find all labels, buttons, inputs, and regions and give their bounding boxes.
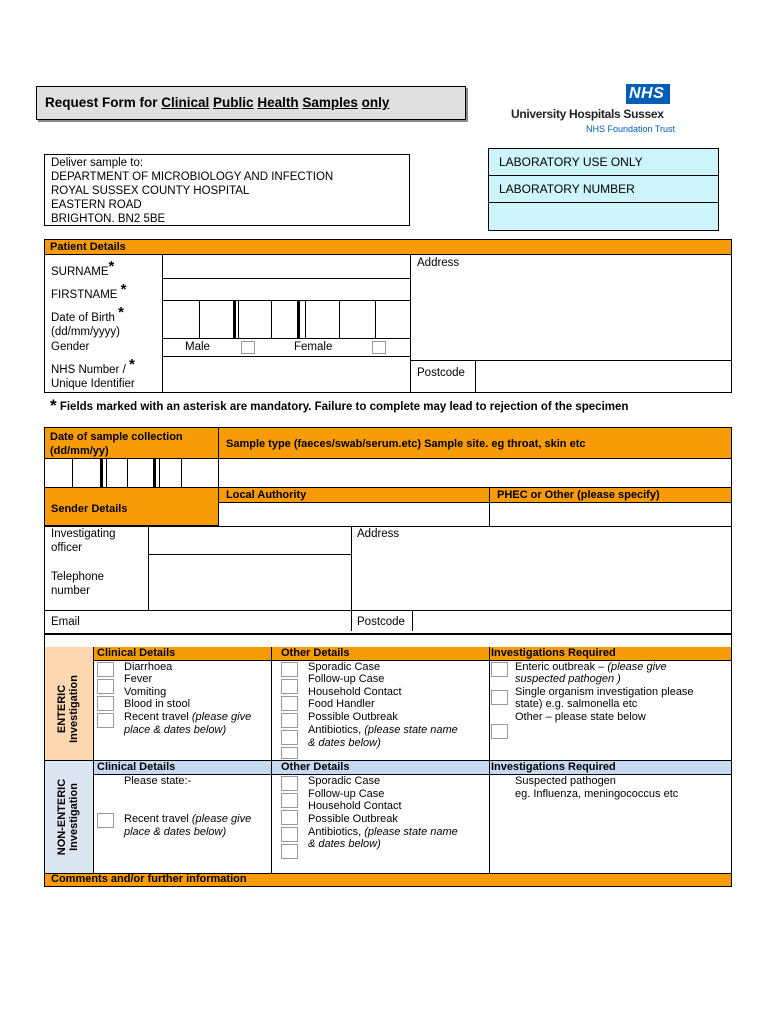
nonenteric-other-item: Follow-up Case — [308, 788, 385, 800]
nhs-number-input[interactable] — [163, 357, 409, 392]
patient-details-section: Patient Details SURNAME* FIRSTNAME * Date of Birth * (dd/mm/yyyy) Gender Male Female NHS Number / * Unique Identifier Address Postcode — [44, 239, 732, 393]
local-authority-label: Local Authority — [226, 489, 307, 501]
postcode-label: Postcode — [417, 367, 465, 379]
deliver-address-box: Deliver sample to: DEPARTMENT OF MICROBIOLOGY AND INFECTION ROYAL SUSSEX COUNTY HOSPITAL EASTERN ROAD BRIGHTON. BN2 5BE — [44, 154, 410, 226]
form-title: Request Form for Clinical Public Health Samples only — [45, 95, 390, 110]
enteric-other-checkbox[interactable] — [281, 747, 298, 759]
nonenteric-antibiotics: Antibiotics, (please state name — [308, 826, 458, 838]
enteric-clinical-item: Vomiting — [124, 686, 167, 698]
nonenteric-clinical-header: Clinical Details — [97, 761, 176, 773]
nonenteric-other-checkbox[interactable] — [281, 827, 298, 842]
enteric-clinical-item: Diarrhoea — [124, 661, 173, 673]
phec-label: PHEC or Other (please specify) — [497, 489, 660, 501]
male-checkbox[interactable] — [241, 341, 255, 354]
comments-header: Comments and/or further information — [45, 873, 731, 886]
surname-label: SURNAME* — [51, 258, 115, 278]
logo-trust: NHS Foundation Trust — [586, 124, 676, 134]
enteric-clinical-checkbox[interactable] — [97, 679, 114, 694]
male-label: Male — [185, 341, 210, 353]
enteric-clinical-item: Blood in stool — [124, 698, 191, 710]
mandatory-note: * Fields marked with an asterisk are mandatory. Failure to complete may lead to rejection of the specimen — [50, 396, 629, 415]
gender-label: Gender — [51, 341, 90, 353]
nonenteric-inv-item: Suspected pathogen — [515, 775, 616, 787]
nonenteric-other-header: Other Details — [281, 761, 350, 773]
nonenteric-other-item: Sporadic Case — [308, 775, 381, 787]
enteric-clinical-item: Fever — [124, 673, 153, 685]
enteric-other-item: Sporadic Case — [308, 661, 381, 673]
enteric-antibiotics: Antibiotics, (please state name — [308, 724, 458, 736]
telephone-input[interactable] — [149, 555, 350, 609]
enteric-clinical-checkbox[interactable] — [97, 713, 114, 728]
enteric-clinical-checkbox[interactable] — [97, 696, 114, 711]
enteric-inv-checkbox[interactable] — [491, 724, 508, 739]
phec-input[interactable] — [490, 504, 731, 525]
nhs-number-label: NHS Number / * — [51, 356, 135, 376]
enteric-other-item: Food Handler — [308, 698, 375, 710]
postcode-input[interactable] — [476, 361, 730, 392]
enteric-inv-header: Investigations Required — [491, 647, 616, 659]
enteric-side-label: ENTERIC Investigation — [56, 675, 80, 743]
address-input[interactable] — [411, 270, 730, 359]
sender-address-label: Address — [357, 528, 400, 540]
enteric-other-checkbox[interactable] — [281, 696, 298, 711]
enteric-other-item: Follow-up Case — [308, 673, 385, 685]
dob-label: Date of Birth * — [51, 304, 124, 324]
lab-use-box — [488, 148, 719, 231]
nonenteric-other-checkbox[interactable] — [281, 844, 298, 859]
patient-header: Patient Details — [45, 240, 731, 255]
sample-type-input[interactable] — [219, 460, 731, 487]
enteric-other-checkbox[interactable] — [281, 662, 298, 677]
nonenteric-please-state: Please state:- — [124, 775, 192, 787]
email-label: Email — [51, 616, 80, 628]
enteric-other-checkbox[interactable] — [281, 730, 298, 745]
logo-org-name: University Hospitals Sussex — [511, 107, 664, 121]
enteric-inv-item: Single organism investigation please — [515, 686, 694, 698]
enteric-other-item: Possible Outbreak — [308, 711, 398, 723]
enteric-inv-checkbox[interactable] — [491, 690, 508, 705]
sender-postcode-label: Postcode — [357, 616, 405, 628]
female-label: Female — [294, 341, 333, 353]
sender-postcode-input[interactable] — [413, 611, 731, 631]
firstname-input[interactable] — [163, 279, 409, 300]
sample-type-label: Sample type (faeces/swab/serum.etc) Sample site. eg throat, skin etc — [226, 438, 586, 450]
form-title-box — [36, 86, 466, 120]
sender-address-input[interactable] — [352, 540, 731, 609]
nonenteric-other-checkbox[interactable] — [281, 776, 298, 791]
sample-date-label: Date of sample collection — [50, 431, 183, 443]
enteric-inv-checkbox[interactable] — [491, 662, 508, 677]
sender-header: Sender Details — [51, 503, 128, 515]
enteric-other-checkbox[interactable] — [281, 713, 298, 728]
enteric-other-header: Other Details — [281, 647, 350, 659]
telephone-label: Telephone — [51, 571, 105, 583]
nonenteric-other-item: Household Contact — [308, 800, 402, 812]
email-input[interactable] — [149, 611, 350, 631]
nonenteric-other-checkbox[interactable] — [281, 793, 298, 808]
sample-sender-section: Date of sample collection (dd/mm/yy) Sample type (faeces/swab/serum.etc) Sample site. eg throat, skin etc Sender Details Local Authority PHEC or Other (please specify) Investigating officer Address Telephone number Email Postcode — [44, 427, 732, 634]
nonenteric-travel-checkbox[interactable] — [97, 813, 114, 828]
enteric-clinical-checkbox[interactable] — [97, 662, 114, 677]
lab-number: LABORATORY NUMBER — [499, 182, 635, 196]
nonenteric-other-item: Possible Outbreak — [308, 813, 398, 825]
nonenteric-inv-header: Investigations Required — [491, 761, 616, 773]
enteric-travel: Recent travel (please give — [124, 711, 252, 723]
nonenteric-travel: Recent travel (please give — [124, 813, 252, 825]
enteric-other-checkbox[interactable] — [281, 679, 298, 694]
nonenteric-other-checkbox[interactable] — [281, 810, 298, 825]
local-authority-input[interactable] — [219, 504, 488, 525]
nonenteric-inv-item: eg. Influenza, meningococcus etc — [515, 788, 679, 800]
enteric-other-item: Household Contact — [308, 686, 402, 698]
address-label: Address — [417, 257, 460, 269]
enteric-clinical-header: Clinical Details — [97, 647, 176, 659]
nhs-logo: NHS — [626, 84, 670, 104]
surname-input[interactable] — [163, 256, 409, 278]
lab-use-only: LABORATORY USE ONLY — [499, 155, 643, 169]
investigation-section: ENTERIC Investigation Clinical Details Other Details Investigations Required Diarrhoea Fever Vomiting Blood in stool Recent travel (please give place & dates below) Sporadic Case Follow-up Case Household Contact Food Handler Possible Outbreak Antibiotics, (please state name & dates below) Enteric outbreak – (please give suspected pathogen ) Single organism investigation please state) e.g. salmonella etc Other – please state below NON-ENTERIC Investigation Clinical Details Other Details Investigations Required Please state:- Recent travel (please give place & dates below) Sporadic Case Follow-up Case Household Contact Possible Outbreak Antibiotics, (please state name & dates below) Suspected pathogen eg. Influenza, meningococcus etc Comments and/or further information — [44, 634, 732, 887]
nonenteric-side-label: NON-ENTERIC Investigation — [56, 778, 80, 856]
officer-label: Investigating — [51, 528, 116, 540]
firstname-label: FIRSTNAME * — [51, 281, 127, 301]
officer-input[interactable] — [149, 527, 350, 553]
female-checkbox[interactable] — [372, 341, 386, 354]
enteric-inv-item: Enteric outbreak – (please give — [515, 661, 667, 673]
enteric-inv-item: Other – please state below — [515, 711, 646, 723]
